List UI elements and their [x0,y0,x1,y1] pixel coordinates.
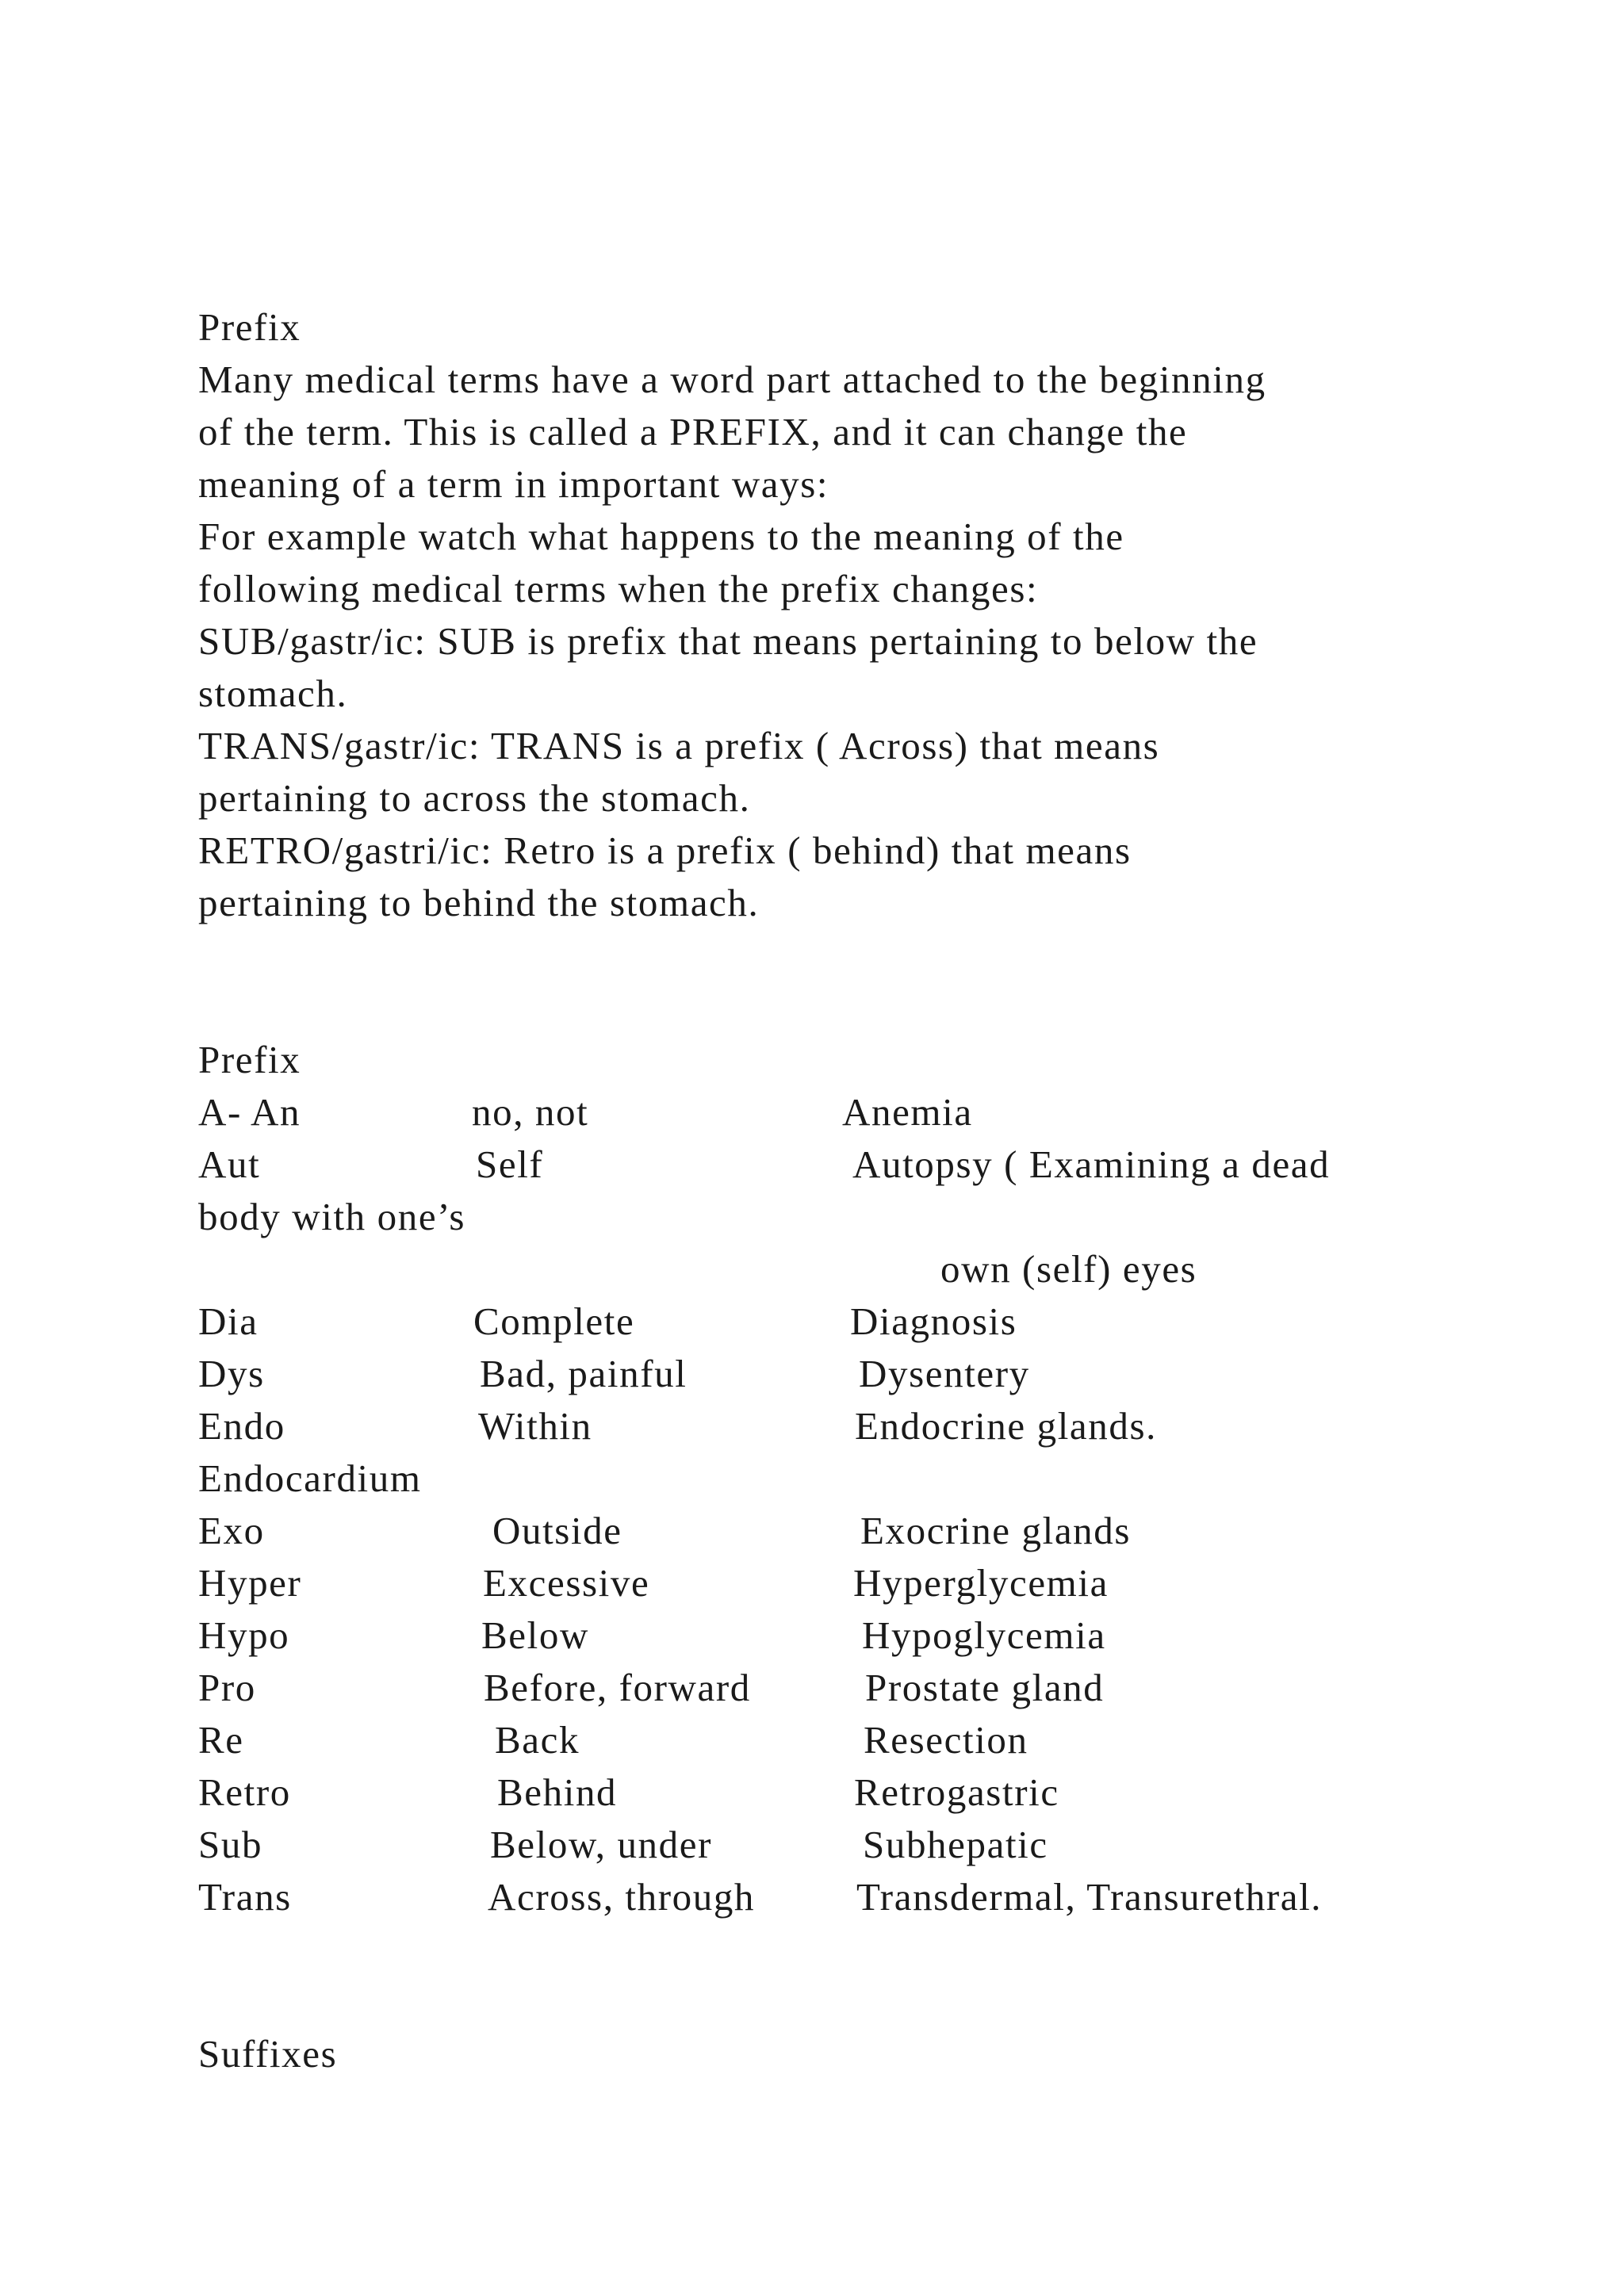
example-cell: Resection [864,1718,1028,1762]
meaning-cell: Bad, painful [480,1352,688,1395]
prefix-cell: Hyper [198,1561,302,1605]
prefix-cell: Dys [198,1352,265,1395]
prefix-cell: Aut [198,1142,261,1186]
intro-line: stomach. [198,672,348,715]
meaning-cell: Below [481,1613,589,1657]
example-cell: Anemia [842,1090,973,1134]
meaning-cell: Excessive [483,1561,650,1605]
example-cell: Diagnosis [850,1299,1017,1343]
example-cell: Retrogastric [854,1770,1059,1814]
intro-line: TRANS/gastr/ic: TRANS is a prefix ( Across) that means [198,724,1160,767]
prefix-cell: Re [198,1718,244,1762]
meaning-cell: Back [495,1718,580,1762]
prefix-cell: body with one’s [198,1195,466,1238]
suffixes-heading: Suffixes [198,2032,338,2076]
intro-line: For example watch what happens to the meaning of the [198,515,1124,558]
intro-line: pertaining to behind the stomach. [198,881,760,924]
prefix-cell: Hypo [198,1613,290,1657]
prefix-cell: Sub [198,1823,263,1866]
prefix-cell: Retro [198,1770,291,1814]
prefix-cell: Trans [198,1875,292,1919]
prefix-cell: Pro [198,1666,256,1709]
intro-line: Many medical terms have a word part attached to the beginning [198,358,1266,401]
intro-line: meaning of a term in important ways: [198,462,829,506]
prefix-cell: Exo [198,1509,265,1552]
prefix-cell: Dia [198,1299,259,1343]
meaning-cell: Across, through [488,1875,756,1919]
meaning-cell: Below, under [490,1823,713,1866]
example-cell: own (self) eyes [940,1247,1197,1291]
meaning-cell: Within [478,1404,592,1448]
meaning-cell: no, not [472,1090,589,1134]
intro-line: RETRO/gastri/ic: Retro is a prefix ( behind) that means [198,828,1132,872]
example-cell: Hyperglycemia [853,1561,1109,1605]
intro-heading: Prefix [198,305,301,349]
prefix-cell: Endocardium [198,1456,422,1500]
table-heading: Prefix [198,1038,301,1081]
example-cell: Subhepatic [863,1823,1048,1866]
intro-line: of the term. This is called a PREFIX, and it can change the [198,410,1188,453]
meaning-cell: Complete [473,1299,635,1343]
prefix-cell: A- An [198,1090,301,1134]
example-cell: Autopsy ( Examining a dead [852,1142,1331,1186]
intro-line: following medical terms when the prefix changes: [198,567,1039,610]
example-cell: Transdermal, Transurethral. [856,1875,1323,1919]
meaning-cell: Self [476,1142,544,1186]
meaning-cell: Behind [497,1770,618,1814]
example-cell: Exocrine glands [860,1509,1132,1552]
prefix-cell: Endo [198,1404,285,1448]
example-cell: Hypoglycemia [862,1613,1106,1657]
example-cell: Endocrine glands. [855,1404,1157,1448]
meaning-cell: Before, forward [484,1666,751,1709]
meaning-cell: Outside [492,1509,622,1552]
example-cell: Dysentery [859,1352,1030,1395]
intro-line: SUB/gastr/ic: SUB is prefix that means pertaining to below the [198,619,1258,663]
intro-line: pertaining to across the stomach. [198,776,751,820]
example-cell: Prostate gland [865,1666,1105,1709]
